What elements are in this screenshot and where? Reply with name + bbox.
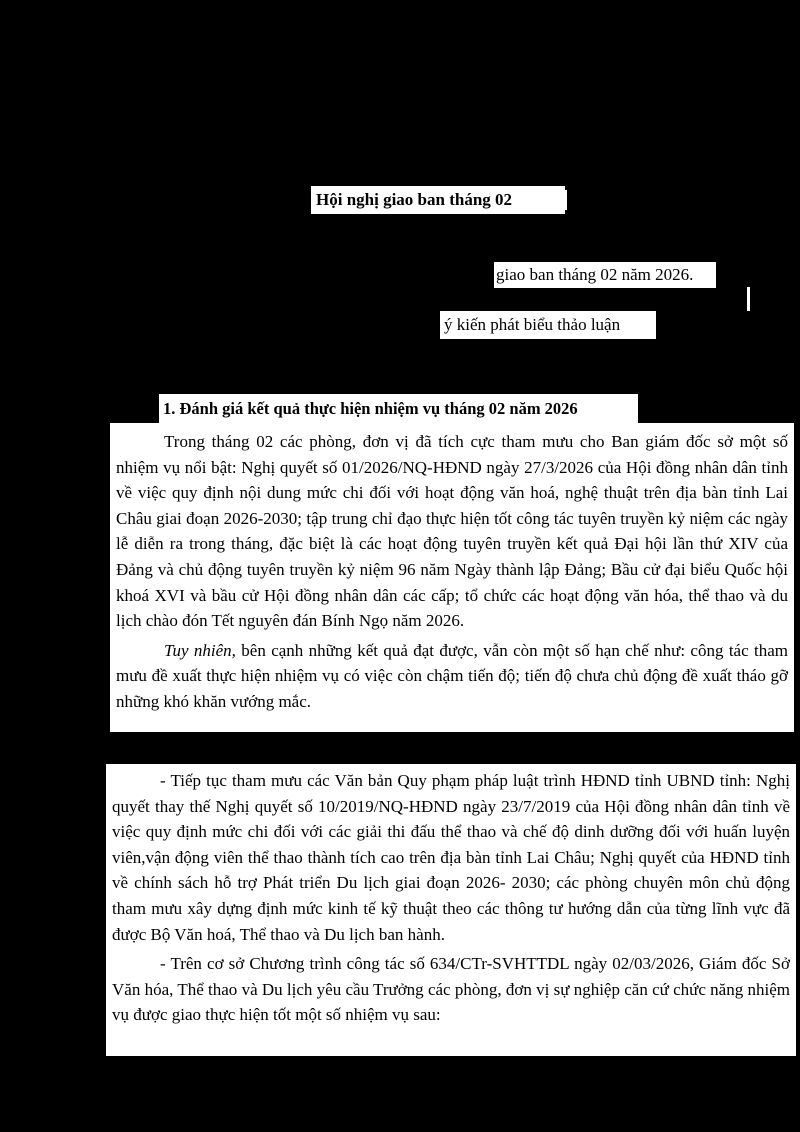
discussion-line <box>440 311 656 339</box>
limitations-text: bên cạnh những kết quả đạt được, vẫn còn một số hạn chế như: công tác tham mưu đề xuất thực hiện nhiệm vụ có việc còn chậm tiến độ; tiến độ chưa chủ động đề xuất tháo gỡ những khó khăn vướng mắc. <box>116 640 788 711</box>
results-paragraph: Trong tháng 02 các phòng, đơn vị đã tích cực tham mưu cho Ban giám đốc sở một số nhiệm vụ nổi bật: Nghị quyết số 01/2026/NQ-HĐND ngày 27/3/2026 của Hội đồng nhân dân tỉnh về việc quy định nội dung mức chi đối với hoạt động văn hoá, nghệ thuật trên địa bàn tỉnh Lai Châu giai đoạn 2026-2030; tập trung chỉ đạo thực hiện tốt công tác tuyên truyền kỷ niệm các ngày lễ diễn ra trong tháng, đặc biệt là các hoạt động tuyên truyền kết quả Đại hội lần thứ XIV của Đảng và chủ động tuyên truyền kỷ niệm 96 năm Ngày thành lập Đảng; Bầu cử đại biểu Quốc hội khoá XVI và bầu cử Hội đồng nhân dân các cấp; tổ chức các hoạt động văn hóa, thể thao và du lịch chào đón Tết nguyên đán Bính Ngọ năm 2026. <box>116 432 788 631</box>
document-title <box>311 186 565 214</box>
results-block <box>110 423 794 732</box>
task-paragraph-legal-documents: - Tiếp tục tham mưu các Văn bản Quy phạm pháp luật trình HĐND tỉnh UBND tỉnh: Nghị quyết thay thế Nghị quyết số 10/2019/NQ-HĐND ngày 23/7/2019 của Hội đồng nhân dân tỉnh về việc quy định mức chi đối với các giải thi đấu thể thao và chế độ dinh dưỡng đối với huấn luyện viên,vận động viên thể thao thành tích cao trên địa bàn tỉnh Lai Châu; Nghị quyết của HĐND tỉnh về chính sách hỗ trợ Phát triển Du lịch giai đoạn 2026- 2030; các phòng chuyên môn chủ động tham mưu xây dựng định mức kinh tế kỹ thuật theo các thông tư hướng dẫn của từng lĩnh vực đã được Bộ Văn hoá, Thể thao và Du lịch ban hành. <box>112 771 790 944</box>
section-heading-text: 1. Đánh giá kết quả thực hiện nhiệm vụ tháng 02 năm 2026 <box>163 399 578 418</box>
document-title-text: Hội nghị giao ban tháng 02 <box>316 190 513 209</box>
meeting-line-text: giao ban tháng 02 năm 2026. <box>496 265 694 284</box>
discussion-line-text: ý kiến phát biểu thảo luận <box>444 315 621 334</box>
meeting-line <box>494 262 716 288</box>
limitations-lead: Tuy nhiên, <box>164 640 236 660</box>
text-fragment-bar <box>747 287 750 311</box>
title-fragment-mark <box>563 190 567 210</box>
task-paragraph-work-program: - Trên cơ sở Chương trình công tác số 634/CTr-SVHTTDL ngày 02/03/2026, Giám đốc Sở Văn hóa, Thể thao và Du lịch yêu cầu Trưởng các phòng, đơn vị sự nghiệp căn cứ chức năng nhiệm vụ được giao thực hiện tốt một số nhiệm vụ sau: <box>112 954 790 1025</box>
limitations-paragraph <box>116 638 788 715</box>
tasks-block <box>106 764 796 1056</box>
section-heading <box>159 394 638 424</box>
